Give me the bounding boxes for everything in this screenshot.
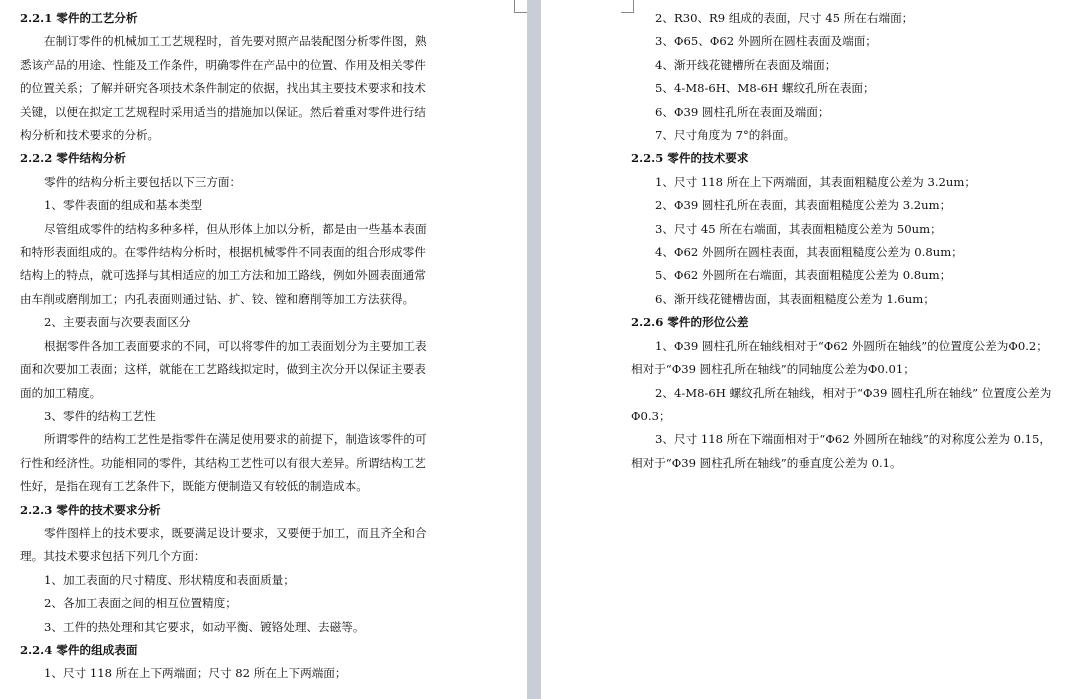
paragraph-line: 5、4-M8-6H、M8-6H 螺纹孔所在表面； [655, 81, 875, 96]
paragraph-line: 7、尺寸角度为 7°的斜面。 [655, 128, 796, 143]
paragraph-line: 零件图样上的技术要求，既要满足设计要求，又要便于加工，而且齐全和合 [44, 525, 427, 540]
paragraph-line: 根据零件各加工表面要求的不同，可以将零件的加工表面划分为主要加工表 [44, 338, 427, 353]
paragraph-line: 1、Φ39 圆柱孔所在轴线相对于“Φ62 外圆所在轴线”的位置度公差为Φ0.2； [655, 338, 1048, 353]
paragraph-line: 3、Φ65、Φ62 外圆所在圆柱表面及端面； [655, 34, 877, 49]
paragraph-line: 结构上的特点，就可选择与其相适应的加工方法和加工路线，例如外圆表面通常 [20, 268, 426, 283]
paragraph-line: 2、Φ39 圆柱孔所在表面，其表面粗糙度公差为 3.2um； [655, 198, 952, 213]
paragraph-line: Φ0.3； [631, 408, 671, 423]
section-heading: 2.2.5 零件的技术要求 [631, 151, 749, 166]
page-corner-mark [621, 0, 634, 13]
paragraph-line: 2、R30、R9 组成的表面，尺寸 45 所在右端面； [655, 11, 914, 25]
paragraph-line: 1、零件表面的组成和基本类型 [44, 198, 203, 213]
paragraph-line: 尽管组成零件的结构多种多样，但从形体上加以分析，都是由一些基本表面 [44, 221, 427, 236]
paragraph-line: 5、Φ62 外圆所在右端面，其表面粗糙度公差为 0.8um； [655, 268, 952, 283]
paragraph-line: 相对于“Φ39 圆柱孔所在轴线”的垂直度公差为 0.1。 [631, 455, 902, 470]
paragraph-line: 3、尺寸 45 所在右端面，其表面粗糙度公差为 50um； [655, 221, 942, 236]
paragraph-line: 3、尺寸 118 所在下端面相对于“Φ62 外圆所在轴线”的对称度公差为 0.15， [655, 432, 1052, 447]
paragraph-line: 1、加工表面的尺寸精度、形状精度和表面质量； [44, 572, 295, 587]
paragraph-line: 1、尺寸 118 所在上下两端面；尺寸 82 所在上下两端面； [44, 666, 347, 681]
page-text-body [631, 7, 1071, 475]
paragraph-line: 行性和经济性。功能相同的零件，其结构工艺性可以有很大差异。所谓结构工艺 [20, 455, 426, 470]
paragraph-line: 3、工件的热处理和其它要求，如动平衡、镀铬处理、去磁等。 [44, 619, 365, 634]
page-corner-mark [514, 0, 527, 13]
paragraph-line: 相对于“Φ39 圆柱孔所在轴线”的同轴度公差为Φ0.01； [631, 362, 915, 377]
paragraph-line: 面和次要加工表面；这样，就能在工艺路线拟定时，做到主次分开以保证主要表 [20, 362, 426, 377]
paragraph-line: 4、渐开线花键槽所在表面及端面； [655, 57, 837, 72]
paragraph-line: 所谓零件的结构工艺性是指零件在满足使用要求的前提下，制造该零件的可 [44, 432, 427, 447]
section-heading: 2.2.4 零件的组成表面 [20, 642, 138, 657]
paragraph-line: 6、Φ39 圆柱孔所在表面及端面； [655, 104, 830, 119]
paragraph-line: 关键，以便在拟定工艺规程时采用适当的措施加以保证。然后着重对零件进行结 [20, 104, 426, 119]
page-gap [527, 0, 541, 699]
paragraph-line: 零件的结构分析主要包括以下三方面： [44, 174, 242, 189]
paragraph-line: 理。其技术要求包括下列几个方面： [20, 549, 206, 564]
section-heading: 2.2.1 零件的工艺分析 [20, 11, 138, 25]
paragraph-line: 的位置关系；了解并研究各项技术条件制定的依据，找出其主要技术要求和技术 [20, 81, 426, 96]
paragraph-line: 3、零件的结构工艺性 [44, 408, 156, 423]
section-heading: 2.2.6 零件的形位公差 [631, 315, 749, 330]
document-page-left [0, 0, 527, 699]
paragraph-line: 在制订零件的机械加工工艺规程时，首先要对照产品装配图分析零件图，熟 [44, 34, 427, 49]
section-heading: 2.2.2 零件结构分析 [20, 151, 126, 166]
paragraph-line: 2、4-M8-6H 螺纹孔所在轴线，相对于“Φ39 圆柱孔所在轴线” 位置度公差为 [655, 385, 1052, 400]
document-page-right [541, 0, 1071, 699]
paragraph-line: 性好，是指在现有工艺条件下，既能方便制造又有较低的制造成本。 [20, 479, 368, 494]
paragraph-line: 和特形表面组成的。在零件结构分析时，根据机械零件不同表面的组合形成零件 [20, 245, 426, 260]
paragraph-line: 由车削或磨削加工；内孔表面则通过钻、扩、铰、镗和磨削等加工方法获得。 [20, 291, 415, 306]
page-text-body [20, 7, 527, 686]
section-heading: 2.2.3 零件的技术要求分析 [20, 502, 161, 517]
paragraph-line: 悉该产品的用途、性能及工作条件，明确零件在产品中的位置、作用及相关零件 [20, 57, 426, 72]
paragraph-line: 2、主要表面与次要表面区分 [44, 315, 191, 330]
paragraph-line: 6、渐开线花键槽齿面，其表面粗糙度公差为 1.6um； [655, 291, 935, 306]
paragraph-line: 1、尺寸 118 所在上下两端面，其表面粗糙度公差为 3.2um； [655, 174, 976, 189]
paragraph-line: 面的加工精度。 [20, 385, 102, 400]
paragraph-line: 2、各加工表面之间的相互位置精度； [44, 596, 237, 611]
paragraph-line: 4、Φ62 外圆所在圆柱表面，其表面粗糙度公差为 0.8um； [655, 245, 963, 260]
paragraph-line: 构分析和技术要求的分析。 [20, 128, 160, 143]
